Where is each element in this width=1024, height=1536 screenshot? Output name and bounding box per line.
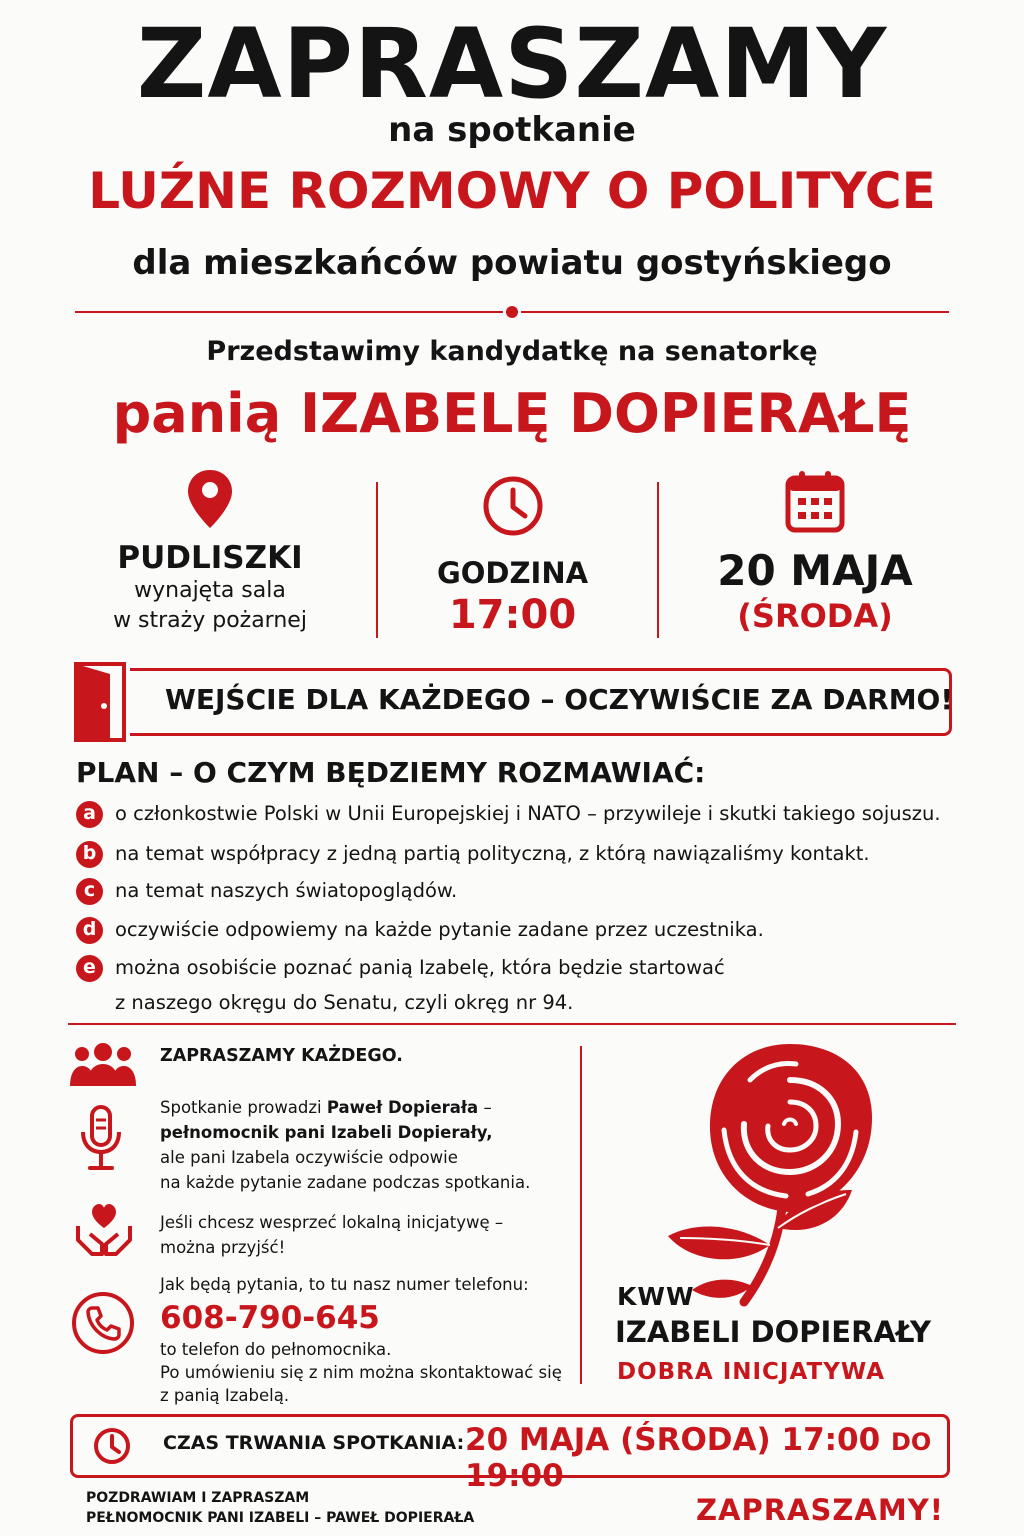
time-label: GODZINA (436, 556, 589, 590)
plan-item-a (76, 800, 976, 831)
host-dash: – (478, 1098, 492, 1117)
audience-line: dla mieszkańców powiatu gostyńskiego (132, 243, 892, 283)
divider-dot (506, 306, 518, 318)
support-line-1: Jeśli chcesz wesprzeć lokalną inicjatywę – (160, 1213, 504, 1232)
plan-text-line: z naszego okręgu do Senatu, czyli okręg nr 94. (115, 991, 574, 1014)
heart-hands-icon (74, 1200, 134, 1258)
phone-line-3: z panią Izabelą. (160, 1386, 290, 1405)
phone-details (160, 1338, 580, 1407)
duration-end: 19:00 (465, 1458, 564, 1494)
headline: ZAPRASZAMY (136, 8, 888, 120)
plan-item-b (76, 840, 976, 871)
duration-start: 20 MAJA (ŚRODA) 17:00 (465, 1422, 881, 1458)
divider-right (521, 311, 949, 313)
date-weekday: (ŚRODA) (737, 597, 893, 635)
host-info (160, 1095, 580, 1195)
closing-text: ZAPRASZAMY! (696, 1493, 944, 1527)
host-role: pełnomocnik pani Izabeli Dopierały, (160, 1123, 493, 1142)
door-icon (70, 660, 130, 744)
divider-left (75, 311, 503, 313)
plan-item-c (76, 877, 976, 908)
map-pin-icon (185, 468, 235, 530)
candidate-intro: Przedstawimy kandydatkę na senatorkę (206, 336, 818, 367)
signature-line-1: POZDRAWIAM I ZAPRASZAM (86, 1490, 310, 1506)
date-info (670, 468, 960, 635)
host-pre: Spotkanie prowadzi (160, 1098, 327, 1117)
invite-all: ZAPRASZAMY KAŻDEGO. (160, 1046, 403, 1066)
host-line-3: ale pani Izabela oczywiście odpowie (160, 1148, 458, 1167)
plan-badge: a (76, 801, 103, 828)
place-line-1: wynajęta sala (134, 578, 286, 603)
info-separator-1 (376, 482, 378, 638)
event-name: LUŹNE ROZMOWY O POLITYCE (88, 162, 936, 220)
candidate-name-line (0, 382, 1024, 445)
plan-text-line: można osobiście poznać panią Izabelę, która będzie startować (115, 956, 725, 979)
place-line-2: w straży pożarnej (113, 608, 307, 633)
people-icon (70, 1042, 136, 1088)
plan-item-e (76, 954, 976, 1020)
clock-icon (481, 474, 545, 538)
host-line-4: na każde pytanie zadane podczas spotkania. (160, 1173, 531, 1192)
committee-line-1: KWW (617, 1282, 695, 1311)
plan-badge: b (76, 841, 103, 868)
phone-icon (70, 1290, 136, 1356)
clock-icon (92, 1426, 132, 1466)
committee-line-3: DOBRA INICJATYWA (617, 1359, 885, 1385)
rose-icon (640, 1040, 940, 1310)
details-separator (580, 1046, 582, 1384)
plan-badge: c (76, 878, 103, 905)
time-info (380, 468, 645, 638)
entry-text: WEJŚCIE DLA KAŻDEGO – OCZYWIŚCIE ZA DARMO! (165, 683, 954, 716)
plan-text: na temat współpracy z jedną partią polityczną, z którą nawiązaliśmy kontakt. (115, 842, 870, 865)
plan-title: PLAN – O CZYM BĘDZIEMY ROZMAWIAĆ: (76, 756, 706, 789)
support-line-2: można przyjść! (160, 1238, 286, 1257)
plan-item-d (76, 916, 976, 947)
plan-text: na temat naszych światopoglądów. (115, 879, 458, 902)
duration-value (465, 1422, 1024, 1494)
plan-text (115, 950, 725, 1020)
place-info (80, 468, 340, 636)
info-separator-2 (657, 482, 659, 638)
committee-line-2: IZABELI DOPIERAŁY (615, 1315, 931, 1349)
duration-label: CZAS TRWANIA SPOTKANIA: (163, 1432, 465, 1454)
phone-number[interactable]: 608-790-645 (160, 1300, 380, 1336)
plan-badge: d (76, 917, 103, 944)
plan-text: oczywiście odpowiemy na każde pytanie zadane przez uczestnika. (115, 918, 764, 941)
calendar-icon (783, 468, 847, 534)
microphone-icon (78, 1104, 124, 1174)
phone-line-1: to telefon do pełnomocnika. (160, 1340, 392, 1359)
signature-line-2: PEŁNOMOCNIK PANI IZABELI – PAWEŁ DOPIERAŁA (86, 1510, 475, 1526)
candidate-name: IZABELĘ DOPIERAŁĘ (299, 382, 912, 445)
subline: na spotkanie (388, 110, 636, 150)
support-info (160, 1210, 580, 1260)
date-value: 20 MAJA (717, 546, 913, 595)
section-divider (68, 1023, 956, 1025)
plan-badge: e (76, 955, 103, 982)
phone-intro: Jak będą pytania, to tu nasz numer telefonu: (160, 1275, 529, 1294)
plan-text: o członkostwie Polski w Unii Europejskiej i NATO – przywileje i skutki takiego sojuszu. (115, 802, 941, 825)
phone-line-2: Po umówieniu się z nim można skontaktować się (160, 1363, 562, 1382)
place-title: PUDLISZKI (117, 540, 303, 576)
time-value: 17:00 (448, 592, 577, 638)
duration-connector: DO (890, 1428, 932, 1456)
host-name: Paweł Dopierała (326, 1098, 479, 1117)
candidate-prefix: panią (112, 382, 282, 445)
